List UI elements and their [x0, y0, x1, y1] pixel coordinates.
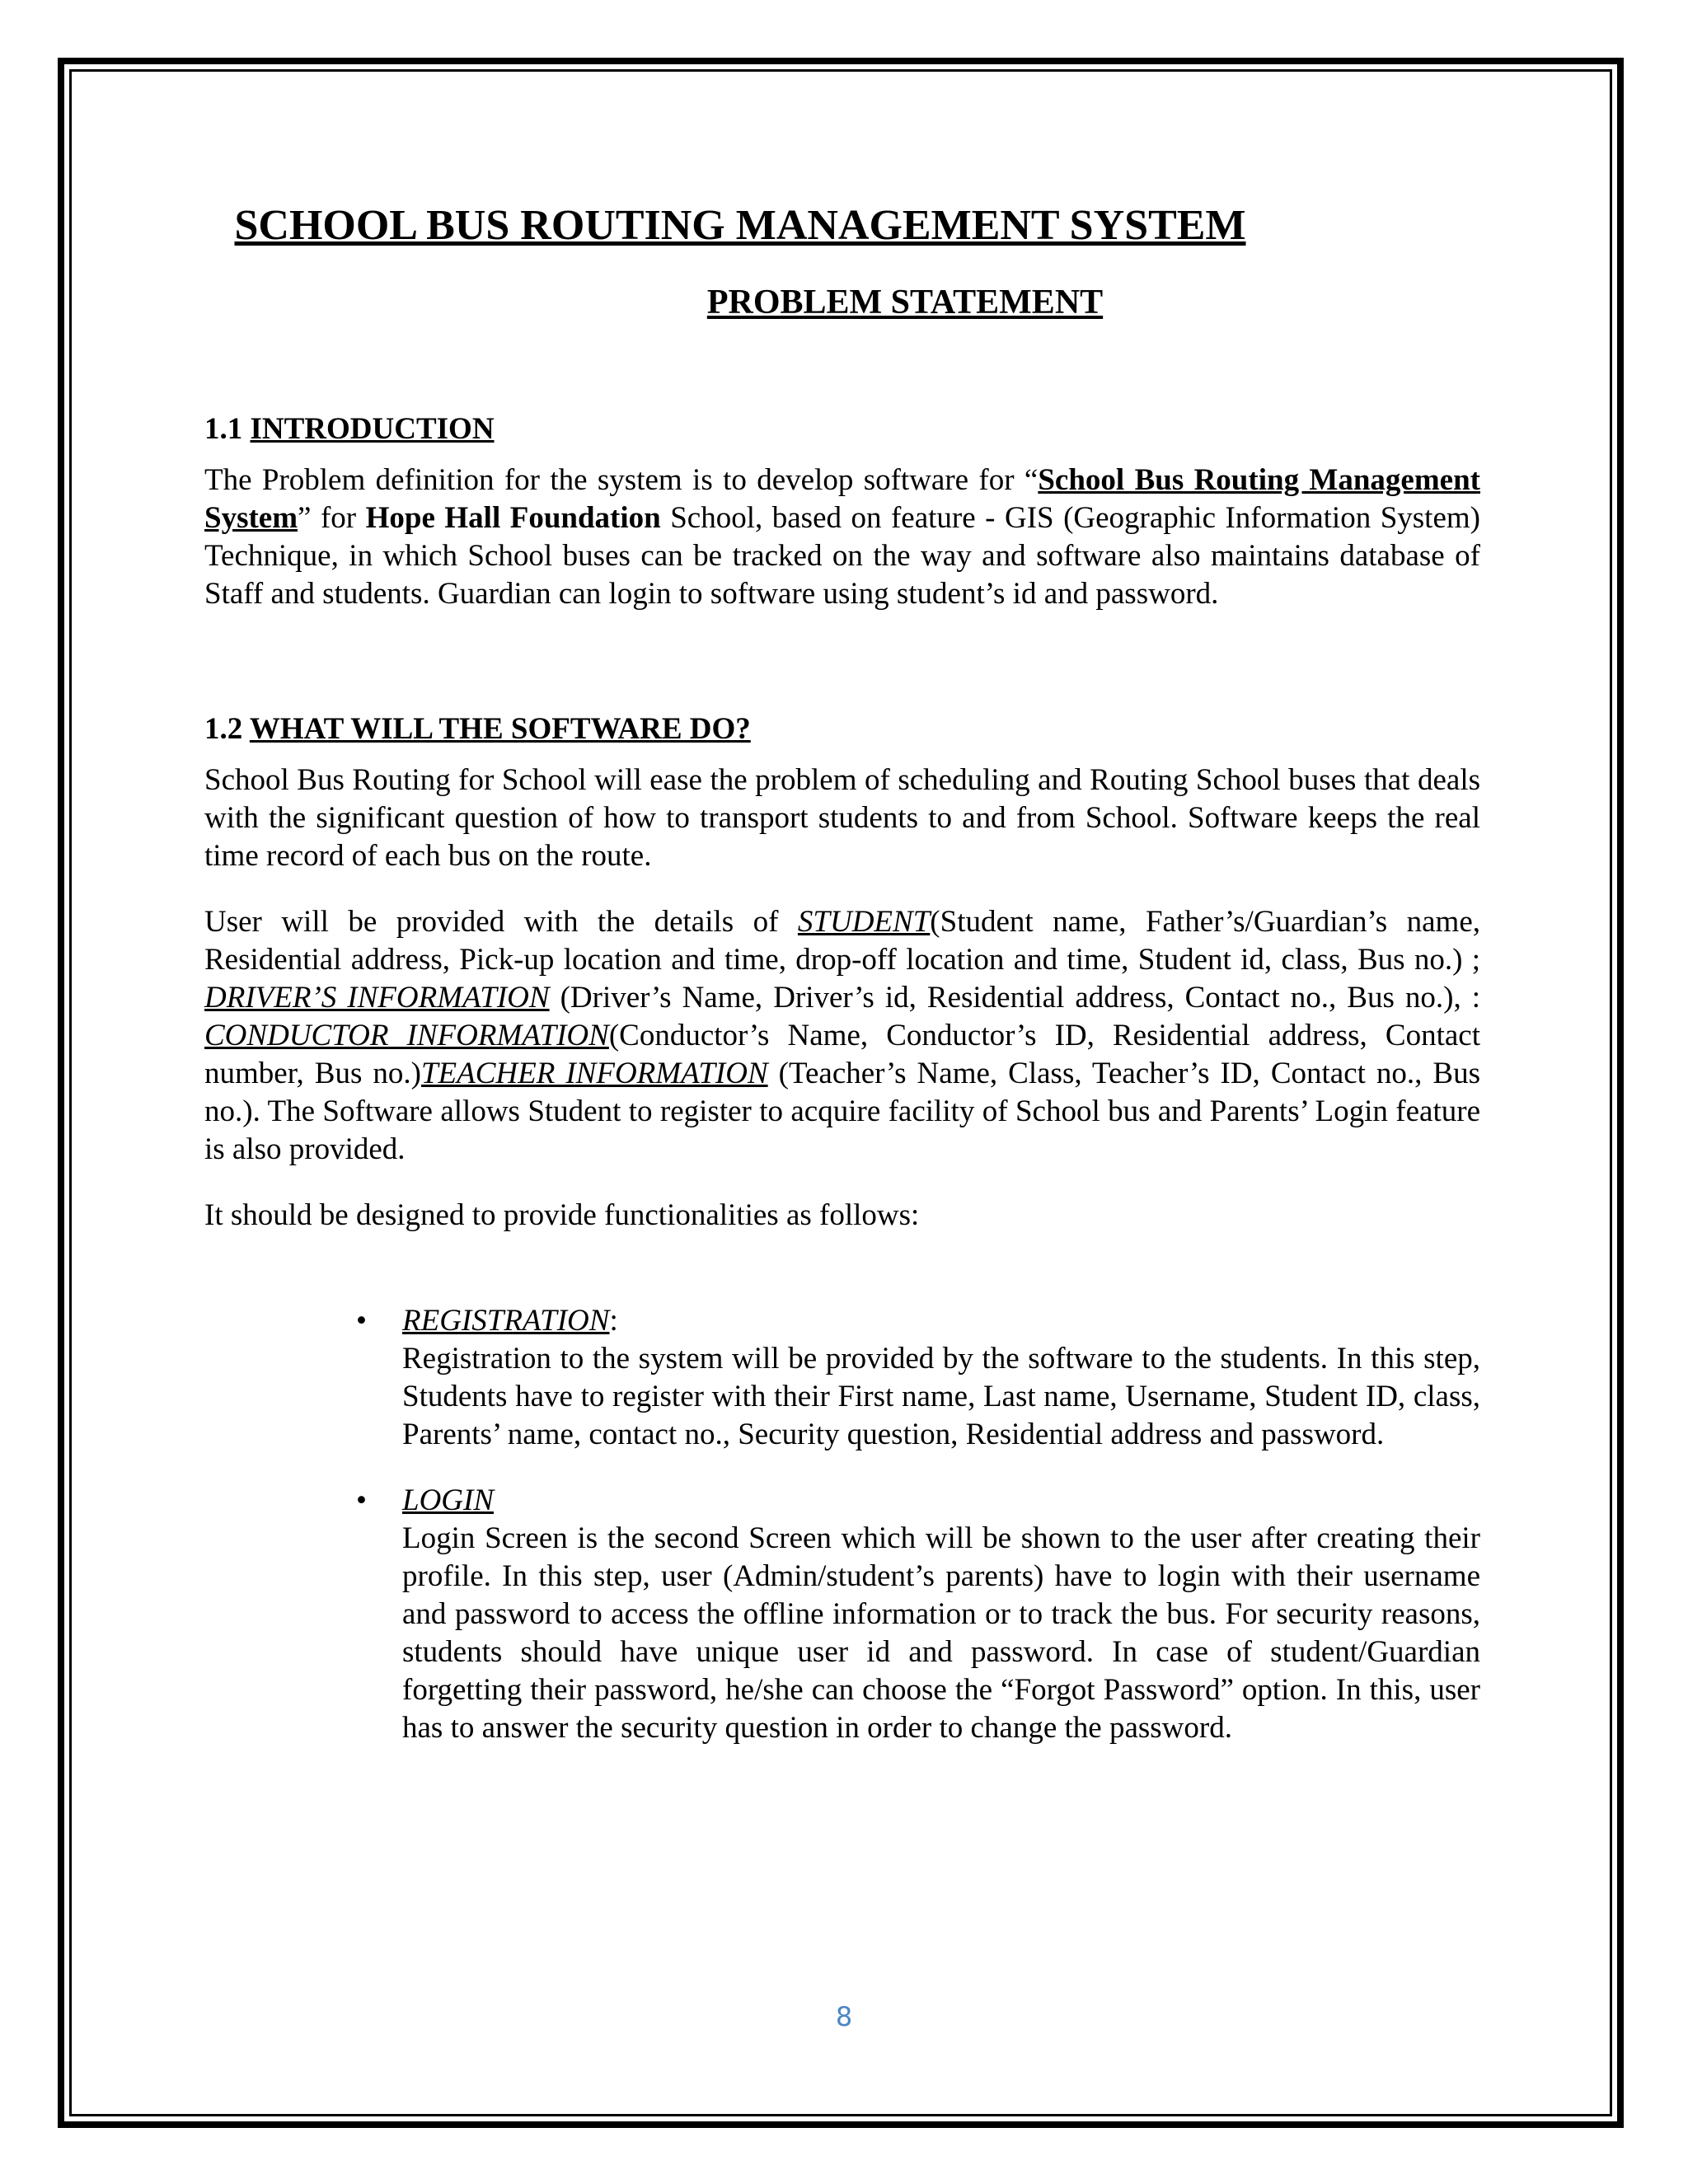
- page-number: 8: [835, 2001, 853, 2032]
- feature-description: Registration to the system will be provided by the software to the students. In this step, Students have to register with their First name, Last name, Username, Student ID, class, Parents’ name, contact no., Security question, Residential address and password.: [402, 1342, 1480, 1451]
- document-body: [204, 199, 1480, 1747]
- term-student: STUDENT: [797, 905, 931, 939]
- feature-name: LOGIN: [402, 1483, 495, 1517]
- text-run: (Driver’s Name, Driver’s id, Residential address, Contact no., Bus no.), :: [549, 981, 1480, 1015]
- list-item: [204, 1302, 1480, 1454]
- intro-paragraph: [204, 462, 1480, 613]
- section-heading-software: [204, 710, 1480, 748]
- text-run: (Teacher’s Name, Class, Teacher’s ID, Contact no., Bus no.). The Software allows Student to register to acquire facility of School bus and Parents’ Login feature is also provided.: [204, 1057, 1480, 1166]
- section-title: INTRODUCTION: [250, 412, 495, 446]
- section-heading-introduction: [204, 410, 1480, 448]
- term-conductor: CONDUCTOR INFORMATION: [204, 1019, 609, 1052]
- software-paragraph-3: It should be designed to provide functionalities as follows:: [204, 1198, 920, 1232]
- section-title: WHAT WILL THE SOFTWARE DO?: [249, 712, 751, 746]
- feature-description: Login Screen is the second Screen which will be shown to the user after creating their profile. In this step, user (Admin/student’s parents) have to login with their username and password to access the offline information or to track the bus. For security reasons, students should have unique user id and password. In case of student/Guardian forgetting their password, he/she can choose the “Forgot Password” option. In this, user has to answer the security question in order to change the password.: [402, 1521, 1480, 1745]
- document-title: SCHOOL BUS ROUTING MANAGEMENT SYSTEM: [234, 202, 1246, 249]
- feature-title: [402, 1482, 1480, 1520]
- term-teacher: TEACHER INFORMATION: [420, 1057, 768, 1090]
- feature-name: REGISTRATION: [402, 1304, 610, 1338]
- feature-list: [204, 1302, 1480, 1747]
- list-item: [204, 1482, 1480, 1747]
- software-paragraph-1: School Bus Routing for School will ease the problem of scheduling and Routing School buses that deals with the significant question of how to transport students to and from School. Software keeps the real time record of each bus on the route.: [204, 763, 1480, 873]
- section-number: 1.2: [204, 712, 243, 746]
- system-name: School Bus Routing Management System: [204, 463, 1480, 535]
- document-subtitle: PROBLEM STATEMENT: [706, 284, 1104, 321]
- software-paragraph-2: [204, 903, 1480, 1169]
- text-run: The Problem definition for the system is to develop software for “: [204, 463, 1039, 497]
- organization-name: Hope Hall Foundation: [365, 501, 661, 535]
- bullet-icon: •: [356, 1304, 367, 1338]
- feature-title: [402, 1302, 1480, 1340]
- bullet-icon: •: [356, 1483, 367, 1517]
- text-run: School, based on feature - GIS (Geographic Information System) Technique, in which School buses can be tracked on the way and software also maintains database of Staff and students. Guardian can login to software using student’s id and password.: [204, 501, 1480, 611]
- section-number: 1.1: [204, 412, 243, 446]
- text-run: (Conductor’s Name, Conductor’s ID, Residential address, Contact number, Bus no.): [204, 1019, 1481, 1090]
- term-driver: DRIVER’S INFORMATION: [204, 981, 550, 1015]
- feature-suffix: :: [609, 1304, 618, 1338]
- text-run: ” for: [298, 501, 366, 535]
- text-run: (Student name, Father’s/Guardian’s name, Residential address, Pick-up location and time, drop-off location and time, Student id, class, Bus no.) ;: [204, 905, 1480, 977]
- text-run: User will be provided with the details of: [204, 905, 798, 939]
